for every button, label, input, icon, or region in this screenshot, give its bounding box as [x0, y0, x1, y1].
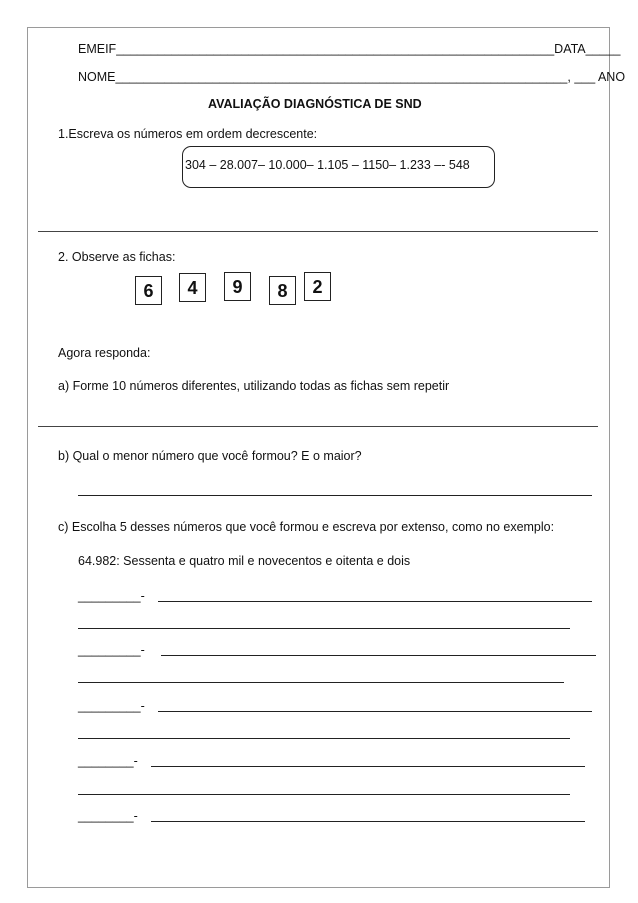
digit-card: 6 [135, 276, 162, 305]
answer-row [78, 754, 138, 768]
answer-line[interactable] [158, 601, 592, 602]
number-blank[interactable]: ________ [78, 754, 134, 768]
answer-line[interactable] [78, 628, 570, 629]
respond-label: Agora responda: [58, 346, 151, 360]
dash-separator: - [140, 643, 145, 657]
q1-prompt: 1.Escreva os números em ordem decrescente: [58, 127, 318, 141]
digit-card: 2 [304, 272, 331, 301]
number-blank[interactable]: _________ [78, 699, 141, 713]
answer-row [78, 643, 145, 657]
name-year-line: NOME_________________________________________________________________, ___ ANO [78, 70, 626, 84]
answer-line[interactable] [151, 766, 585, 767]
item-a-text: a) Forme 10 números diferentes, utilizando todas as fichas sem repetir [58, 379, 450, 393]
answer-line[interactable] [151, 821, 585, 822]
answer-line[interactable] [78, 738, 570, 739]
answer-line[interactable] [78, 495, 592, 496]
digit-card: 9 [224, 272, 251, 301]
dash-separator: - [133, 809, 138, 823]
school-date-line: EMEIF_______________________________________________________________DATA_____ [78, 42, 621, 56]
dash-separator: - [133, 754, 138, 768]
dash-separator: - [140, 589, 145, 603]
number-blank[interactable]: ________ [78, 809, 134, 823]
number-blank[interactable]: _________ [78, 643, 141, 657]
section-divider [38, 231, 598, 232]
digit-card: 8 [269, 276, 296, 305]
dash-separator: - [140, 699, 145, 713]
digit-card: 4 [179, 273, 206, 302]
page-title: AVALIAÇÃO DIAGNÓSTICA DE SND [208, 97, 422, 111]
item-b-text: b) Qual o menor número que você formou? E o maior? [58, 449, 362, 463]
answer-line[interactable] [161, 655, 596, 656]
number-blank[interactable]: _________ [78, 589, 141, 603]
answer-row [78, 809, 138, 823]
q2-prompt: 2. Observe as fichas: [58, 250, 176, 264]
answer-row [78, 589, 145, 603]
answer-line[interactable] [78, 794, 570, 795]
example-text: 64.982: Sessenta e quatro mil e novecentos e oitenta e dois [78, 554, 411, 568]
answer-row [78, 699, 145, 713]
item-c-text: c) Escolha 5 desses números que você formou e escreva por extenso, como no exemplo: [58, 520, 555, 534]
q1-numbers: 304 – 28.007– 10.000– 1.105 – 1150– 1.233 –- 548 [185, 158, 470, 172]
answer-line[interactable] [78, 682, 564, 683]
q1-number-box [182, 146, 495, 188]
answer-line[interactable] [158, 711, 592, 712]
section-divider [38, 426, 598, 427]
